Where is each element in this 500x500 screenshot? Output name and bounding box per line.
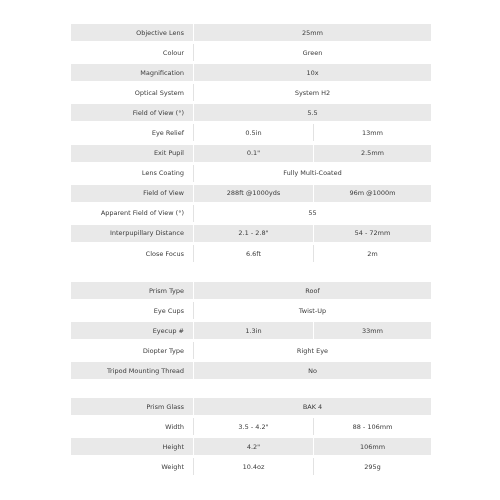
spec-value: 10x [306,68,319,77]
spec-value-imperial: 0.1" [194,145,314,162]
spec-row-tripod-mounting-thread [71,362,431,379]
spec-row-apparent-field-of-view [71,205,431,222]
spec-table-optics [71,24,431,265]
spec-value-imperial: 4.2" [194,438,314,455]
spec-row-eyecup [71,322,431,339]
spec-row-height [71,438,431,455]
spec-label: Close Focus [71,245,194,262]
spec-label: Eye Relief [71,124,194,141]
spec-label: Optical System [71,84,194,101]
spec-row-eye-relief [71,124,431,141]
spec-label: Eyecup # [71,322,194,339]
spec-value: Green [302,48,323,57]
spec-row-interpupillary-distance [71,225,431,242]
spec-value-metric: 88 - 106mm [352,422,393,431]
spec-value-imperial: 10.4oz [194,458,314,475]
spec-row-width [71,418,431,435]
spec-value: BAK 4 [302,402,323,411]
spec-label: Lens Coating [71,165,194,182]
spec-label: Apparent Field of View (°) [71,205,194,222]
spec-label: Field of View [71,185,194,202]
spec-value: No [308,366,317,375]
spec-value: 55 [308,209,317,218]
spec-label: Width [71,418,194,435]
spec-value-metric: 2m [367,249,378,258]
spec-row-magnification [71,64,431,81]
spec-value-imperial: 3.5 - 4.2" [194,418,314,435]
spec-label: Colour [71,44,194,61]
spec-value: Roof [305,286,320,295]
spec-row-optical-system [71,84,431,101]
spec-row-weight [71,458,431,475]
spec-row-lens-coating [71,165,431,182]
spec-row-field-of-view [71,185,431,202]
spec-value-metric: 2.5mm [360,149,384,158]
spec-value: Right Eye [296,346,329,355]
spec-value-imperial: 2.1 - 2.8" [194,225,314,242]
spec-value-metric: 13mm [362,128,383,137]
spec-label: Tripod Mounting Thread [71,362,194,379]
spec-label: Prism Type [71,282,194,299]
spec-row-field-of-view [71,104,431,121]
spec-value-imperial: 288ft @1000yds [194,185,314,202]
spec-table-prism [71,282,431,382]
spec-value-metric: 54 - 72mm [354,229,391,238]
spec-value-metric: 106mm [359,442,386,451]
spec-value-imperial: 1.3in [194,322,314,339]
spec-row-colour [71,44,431,61]
spec-row-diopter-type [71,342,431,359]
spec-label: Prism Glass [71,398,194,415]
spec-row-close-focus [71,245,431,262]
spec-value-metric: 295g [364,462,381,471]
spec-value: 5.5 [307,108,318,117]
spec-value-metric: 33mm [362,326,383,335]
spec-table-dimensions [71,398,431,478]
spec-value: System H2 [294,88,331,97]
spec-value-imperial: 6.6ft [194,245,314,262]
spec-row-prism-glass [71,398,431,415]
spec-label: Height [71,438,194,455]
spec-label: Diopter Type [71,342,194,359]
spec-row-exit-pupil [71,145,431,162]
spec-row-eye-cups [71,302,431,319]
spec-value: Twist-Up [298,306,327,315]
spec-value-imperial: 0.5in [194,124,314,141]
spec-label: Objective Lens [71,24,194,41]
spec-label: Weight [71,458,194,475]
spec-label: Field of View (°) [71,104,194,121]
spec-label: Exit Pupil [71,145,194,162]
spec-row-prism-type [71,282,431,299]
spec-row-objective-lens [71,24,431,41]
spec-value: Fully Multi-Coated [283,169,342,178]
spec-label: Eye Cups [71,302,194,319]
spec-label: Interpupillary Distance [71,225,194,242]
spec-label: Magnification [71,64,194,81]
spec-value-metric: 96m @1000m [349,189,396,198]
spec-value: 25mm [302,28,323,37]
